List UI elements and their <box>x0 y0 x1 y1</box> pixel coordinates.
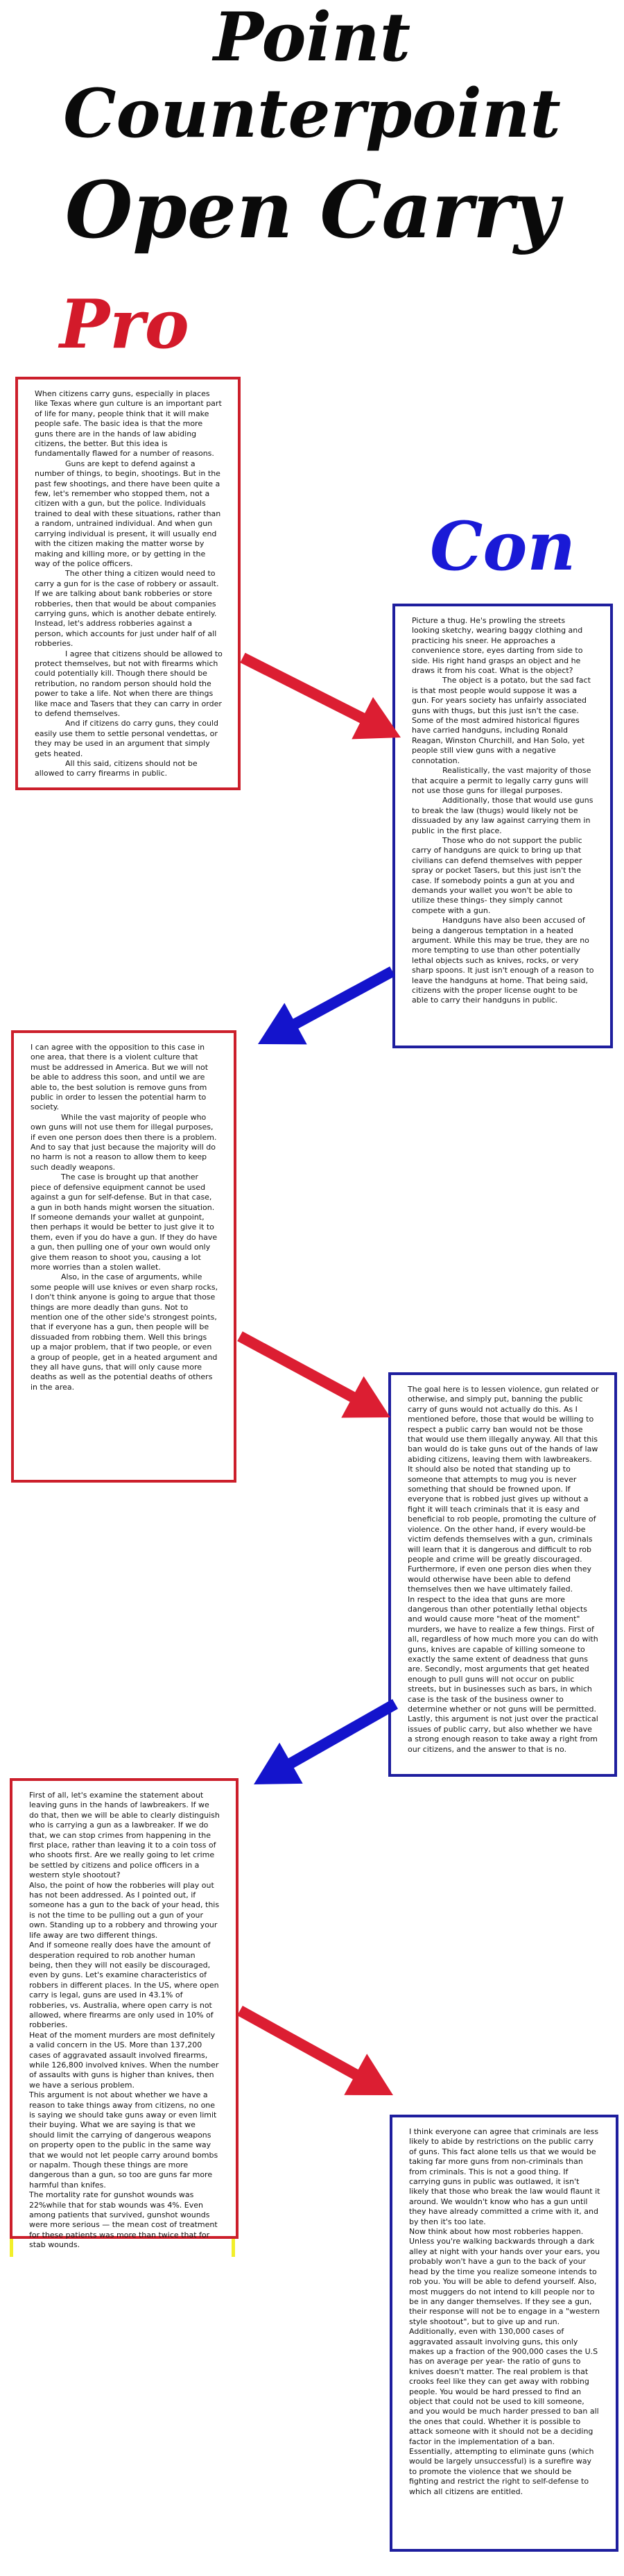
paragraph: First of all, let's examine the statement about leaving guns in the hands of lawbreakers. If we do that, then we will be able to clearly distinguish who is carrying a gun as a lawbreaker. If we do that, we can stop crimes from happening in the first place, rather than leaving it to a coin toss of who shoots first. Are we really going to let crime be settled by citizens and police officers in a western style shootout? <box>29 1791 220 1880</box>
paragraph: Realistically, the vast majority of those that acquire a permit to legally carry guns will not use those guns for illegal purposes. <box>412 766 591 795</box>
paragraph: While the vast majority of people who own guns will not use them for illegal purposes, if even one person does then there is a problem. And to say that just because the majority will do no harm is not a reason to allow them to keep such deadly weapons. <box>31 1112 217 1172</box>
paragraph: Essentially, attempting to eliminate guns (which would be largely unsuccessful) is a surefire way to promote the violence that we should be fighting and restrict the right to self-defense to which all citizens are entitled. <box>409 2447 594 2496</box>
paragraph: Heat of the moment murders are most definitely a valid concern in the US. More than 137,200 cases of aggravated assault involved firearms, while 126,800 involved knives. When the number of assaults with guns is higher than knives, then we have a serious problem. <box>29 2030 219 2090</box>
paragraph: All this said, citizens should not be allowed to carry firearms in public. <box>35 759 198 778</box>
paragraph: This argument is not about whether we have a reason to take things away from citizens, no one is saying we should take guns away or even limit their buying. What we are saying is that we should limit the carrying of dangerous weapons on property open to the public in the same way that we would not let people carry around bombs or napalm. Though these things are more dangerous than a gun, so too are guns far more harmful than knifes. <box>29 2090 218 2190</box>
paragraph: In respect to the idea that guns are more dangerous than other potentially lethal objects and would cause more "heat of the moment" murders, we have to realize a few things. First of all, regardless of how much more you can do with guns, knives are capable of killing someone to exactly the same extent of deadness that guns are. Secondly, most arguments that get heated enough to pull guns will not occur on public streets, but in businesses such as bars, in which case is the task of the business owner to determine whether or not guns will be permitted. Lastly, this argument is not just over the practical issues of public carry, but also whether we have a strong enough reason to take away a right from our citizens, and the answer to that is no. <box>408 1594 598 1754</box>
paragraph: The other thing a citizen would need to carry a gun for is the case of robbery or assault. If we are talking about bank robberies or store robberies, then that would be about companies carrying guns, which is another debate entirely. Instead, let's address robberies against a person, which accounts for just under half of all robberies. <box>35 569 219 649</box>
paragraph: Handguns have also been accused of being a dangerous temptation in a heated argument. While this may be true, they are no more tempting to use than other potentially lethal objects such as knives, rocks, or very sharp spoons. It just isn't enough of a reason to leave the handguns at home. That being said, citizens with the proper license ought to be able to carry their handguns in public. <box>412 916 594 1005</box>
paragraph: Furthermore, if even one person dies when they would otherwise have been able to defend themselves then we have ultimately failed. <box>408 1564 591 1594</box>
paragraph: Now think about how most robberies happen. Unless you're walking backwards through a dark alley at night with your hands over your ears, you probably won't have a gun to the back of your head by the time you realize someone intends to rob you. You will be able to defend yourself. Also, most muggers do not intend to kill people nor to be in any danger themselves. If they see a gun, their response will not be to engage in a "western style shootout", but to give up and run. <box>409 2227 600 2326</box>
paragraph: The case is brought up that another piece of defensive equipment cannot be used against a gun for self-defense. But in that case, a gun in both hands might worsen the situation. If someone demands your wallet at gunpoint, then perhaps it would be better to just give it to them, even if you do have a gun. If they do have a gun, then pulling one of your own would only give them reason to shoot you, causing a lot more worries than a stolen wallet. <box>31 1172 218 1272</box>
paragraph: Additionally, those that would use guns to break the law (thugs) would likely not be dissuaded by any law against carrying them in public in the first place. <box>412 796 593 835</box>
title-point: Point <box>213 0 411 76</box>
paragraph: I agree that citizens should be allowed to protect themselves, but not with firearms which could potentially kill. Though there should be retribution, no random person should hold the power to take a life. Not when there are things like mace and Tasers that they can carry in order to defend themselves. <box>35 649 223 718</box>
paragraph: And if citizens do carry guns, they could easily use them to settle personal vendettas, or they may be used in an argument that simply gets heated. <box>35 719 218 758</box>
red-arrow-1 <box>240 653 401 740</box>
blue-arrow-2 <box>254 1699 398 1784</box>
title-open-carry: Open Carry <box>64 165 560 256</box>
paragraph: Picture a thug. He's prowling the streets looking sketchy, wearing baggy clothing and practicing his sneer. He approaches a convenience store, eyes darting from side to side. His right hand grasps an object and he draws it from his coat. What is the object? <box>412 616 583 676</box>
paragraph: The goal here is to lessen violence, gun related or otherwise, and simply put, banning the public carry of guns would not actually do this. As I mentioned before, those that would be willing to respect a public carry ban would not be those that would use them illegally anyway. All that this ban would do is take guns out of the hands of law abiding citizens, leaving them with lawbreakers. <box>408 1385 599 1464</box>
paragraph: And if someone really does have the amount of desperation required to rob another human being, then they will not easily be discouraged, even by guns. Let's examine characteristics of robbers in different places. In the US, where open carry is legal, guns are used in 43.1% of robberies, vs. Australia, where open carry is not allowed, where firearms are only used in 10% of robberies. <box>29 1940 219 2030</box>
con-label: Con <box>430 507 576 586</box>
red-arrow-3 <box>237 2006 393 2095</box>
paragraph: The mortality rate for gunshot wounds was 22%while that for stab wounds was 4%. Even among patients that survived, gunshot wounds were more serious — the mean cost of treatment for these patients was more than twice that for stab wounds. <box>29 2190 218 2250</box>
paragraph: When citizens carry guns, especially in places like Texas where gun culture is an important part of life for many, people think that it will make people safe. The basic idea is that the more guns there are in the hands of law abiding citizens, the better. But this idea is fundamentally flawed for a number of reasons. <box>35 389 222 459</box>
pro-label: Pro <box>60 285 189 364</box>
paragraph: Additionally, even with 130,000 cases of aggravated assault involving guns, this only makes up a fraction of the 900,000 cases the U.S has on average per year- the ratio of guns to knives doesn't matter. The real problem is that crooks feel like they can get away with robbing people. You would be hard pressed to find an object that could not be used to kill someone, and you would be much harder pressed to ban all the ones that could. Whether it is possible to attack someone with it should not be a deciding factor in the implementation of a ban. <box>409 2327 599 2446</box>
paragraph: Those who do not support the public carry of handguns are quick to bring up that civilians can defend themselves with pepper spray or pocket Tasers, but this just isn't the case. If somebody points a gun at you and demands your wallet you won't be able to utilize these things- they simply cannot compete with a gun. <box>412 835 582 915</box>
paragraph: Guns are kept to defend against a number of things, to begin, shootings. But in the past few shootings, and there have been quite a few, let's remember who stopped them, not a citizen with a gun, but the police. Individuals trained to deal with these situations, rather than a random, untrained individual. And when gun carrying individual is present, it will usually end with the citizen making the matter worse by making and killing more, or by getting in the way of the police officers. <box>35 459 221 568</box>
paragraph: It should also be noted that standing up to someone that attempts to mug you is never something that should be frowned upon. If everyone that is robbed just gives up without a fight it will teach criminals that it is easy and beneficial to rob people, promoting the culture of violence. On the other hand, if every would-be victim defends themselves with a gun, criminals will learn that it is dangerous and difficult to rob people and crime will be greatly discouraged. <box>408 1465 596 1564</box>
paragraph: I think everyone can agree that criminals are less likely to abide by restrictions on the public carry of guns. This fact alone tells us that we would be taking far more guns from non-criminals than from criminals. This is not a good thing. If carrying guns in public was outlawed, it isn't likely that those who break the law would flaunt it around. We wouldn't know who has a gun until they have already committed a crime with it, and by then it's too late. <box>409 2127 600 2226</box>
paragraph: I can agree with the opposition to this case in one area, that there is a violent culture that must be addressed in America. But we will not be able to address this soon, and until we are able to, the best solution is remove guns from public in order to lessen the potential harm to society. <box>31 1043 209 1112</box>
paragraph: The object is a potato, but the sad fact is that most people would suppose it was a gun. For years society has unfairly associated guns with thugs, but this just isn't the case. Some of the most admired historical figures have carried handguns, including Ronald Reagan, Winston Churchill, and Han Solo, yet people still view guns with a negative connotation. <box>412 676 591 765</box>
blue-arrow-1 <box>258 966 395 1044</box>
paragraph: Also, the point of how the robberies will play out has not been addressed. As I pointed out, if someone has a gun to the back of your head, this is not the time to be pulling out a gun of your own. Standing up to a robbery and throwing your life away are two different things. <box>29 1880 220 1940</box>
paragraph: Also, in the case of arguments, while some people will use knives or even sharp rocks, I don't think anyone is going to argue that those things are more deadly than guns. Not to mention one of the other side's strongest points, that if everyone has a gun, then people will be dissuaded from robbing them. Well this brings up a major problem, that if two people, or even a group of people, get in a heated argument and they all have guns, that will only cause more deaths as well as the potential deaths of others in the area. <box>31 1272 218 1392</box>
title-counterpoint: Counterpoint <box>63 74 561 153</box>
red-arrow-2 <box>237 1331 390 1418</box>
